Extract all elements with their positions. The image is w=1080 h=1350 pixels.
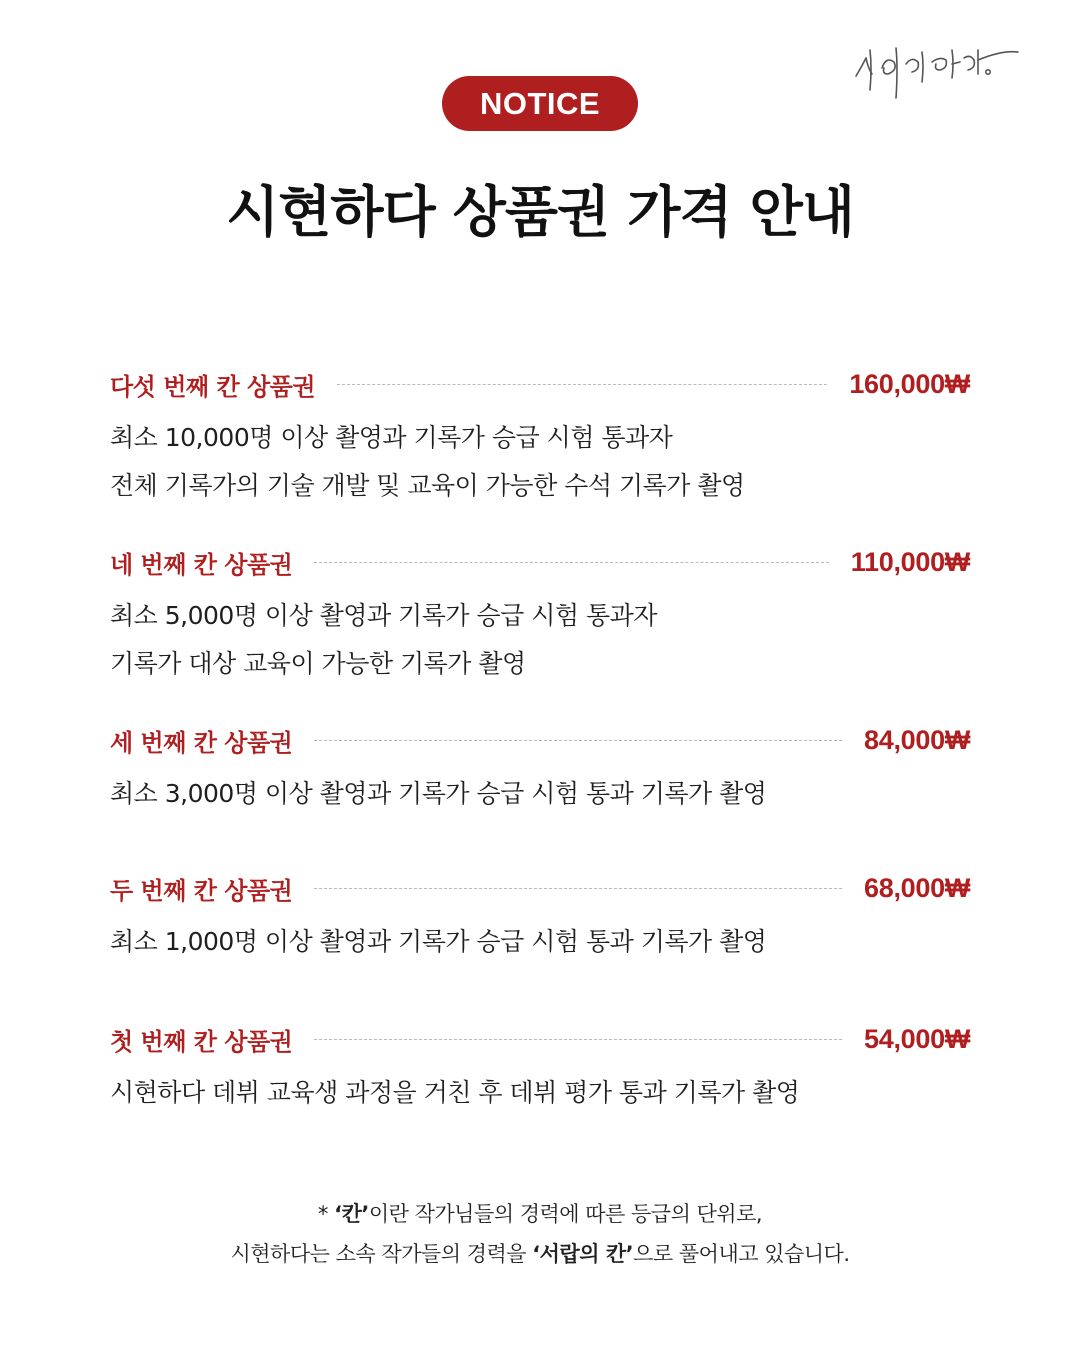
tier-price: 54,000₩ (864, 1023, 970, 1054)
tier-description (110, 918, 970, 966)
notice-badge: NOTICE (442, 76, 638, 131)
tier-item-second (110, 868, 970, 966)
dashed-leader (314, 740, 842, 741)
tier-item-fourth (110, 542, 970, 688)
tier-name: 세 번째 칸 상품권 (110, 728, 293, 757)
tier-name: 네 번째 칸 상품권 (110, 550, 293, 579)
tier-name: 두 번째 칸 상품권 (110, 876, 293, 905)
dashed-leader (314, 1039, 842, 1040)
footnote-text: 시현하다는 소속 작가들의 경력을 (230, 1242, 533, 1266)
tier-item-fifth (110, 364, 970, 510)
tier-description-line: 전체 기록가의 기술 개발 및 교육이 가능한 수석 기록가 촬영 (110, 471, 745, 500)
dashed-leader (337, 384, 827, 385)
tier-price: 110,000₩ (850, 546, 970, 577)
tier-description-line: 최소 5,000명 이상 촬영과 기록가 승급 시험 통과자 (110, 601, 657, 630)
tier-name: 첫 번째 칸 상품권 (110, 1027, 293, 1056)
tier-description-line: 시현하다 데뷔 교육생 과정을 거친 후 데뷔 평가 통과 기록가 촬영 (110, 1078, 800, 1107)
tier-item-third (110, 720, 970, 818)
tier-description (110, 770, 970, 818)
footnote-text: * (317, 1202, 335, 1226)
footnote-line-2 (0, 1234, 1080, 1274)
footnote-emphasis: ‘칸’ (334, 1202, 369, 1226)
signature-logo (852, 38, 1022, 106)
tier-description-line: 최소 10,000명 이상 촬영과 기록가 승급 시험 통과자 (110, 423, 673, 452)
tier-description (110, 592, 970, 688)
footnote-text: 이란 작가님들의 경력에 따른 등급의 단위로, (368, 1202, 763, 1226)
tier-description-line: 기록가 대상 교육이 가능한 기록가 촬영 (110, 649, 526, 678)
footnote-emphasis: ‘서랍의 칸’ (532, 1242, 634, 1266)
tier-price: 84,000₩ (864, 724, 970, 755)
tier-price: 160,000₩ (849, 368, 970, 399)
tier-description (110, 414, 970, 510)
page-title: 시현하다 상품권 가격 안내 (226, 180, 854, 244)
footnote-text: 으로 풀어내고 있습니다. (633, 1242, 850, 1266)
dashed-leader (314, 888, 842, 889)
tier-description-line: 최소 1,000명 이상 촬영과 기록가 승급 시험 통과 기록가 촬영 (110, 927, 767, 956)
footnote-line-1 (0, 1194, 1080, 1234)
tier-item-first (110, 1019, 970, 1117)
tier-description (110, 1069, 970, 1117)
tier-name: 다섯 번째 칸 상품권 (110, 372, 316, 401)
dashed-leader (314, 562, 828, 563)
tier-price: 68,000₩ (864, 872, 970, 903)
footnote (0, 1194, 1080, 1274)
tier-description-line: 최소 3,000명 이상 촬영과 기록가 승급 시험 통과 기록가 촬영 (110, 779, 767, 808)
